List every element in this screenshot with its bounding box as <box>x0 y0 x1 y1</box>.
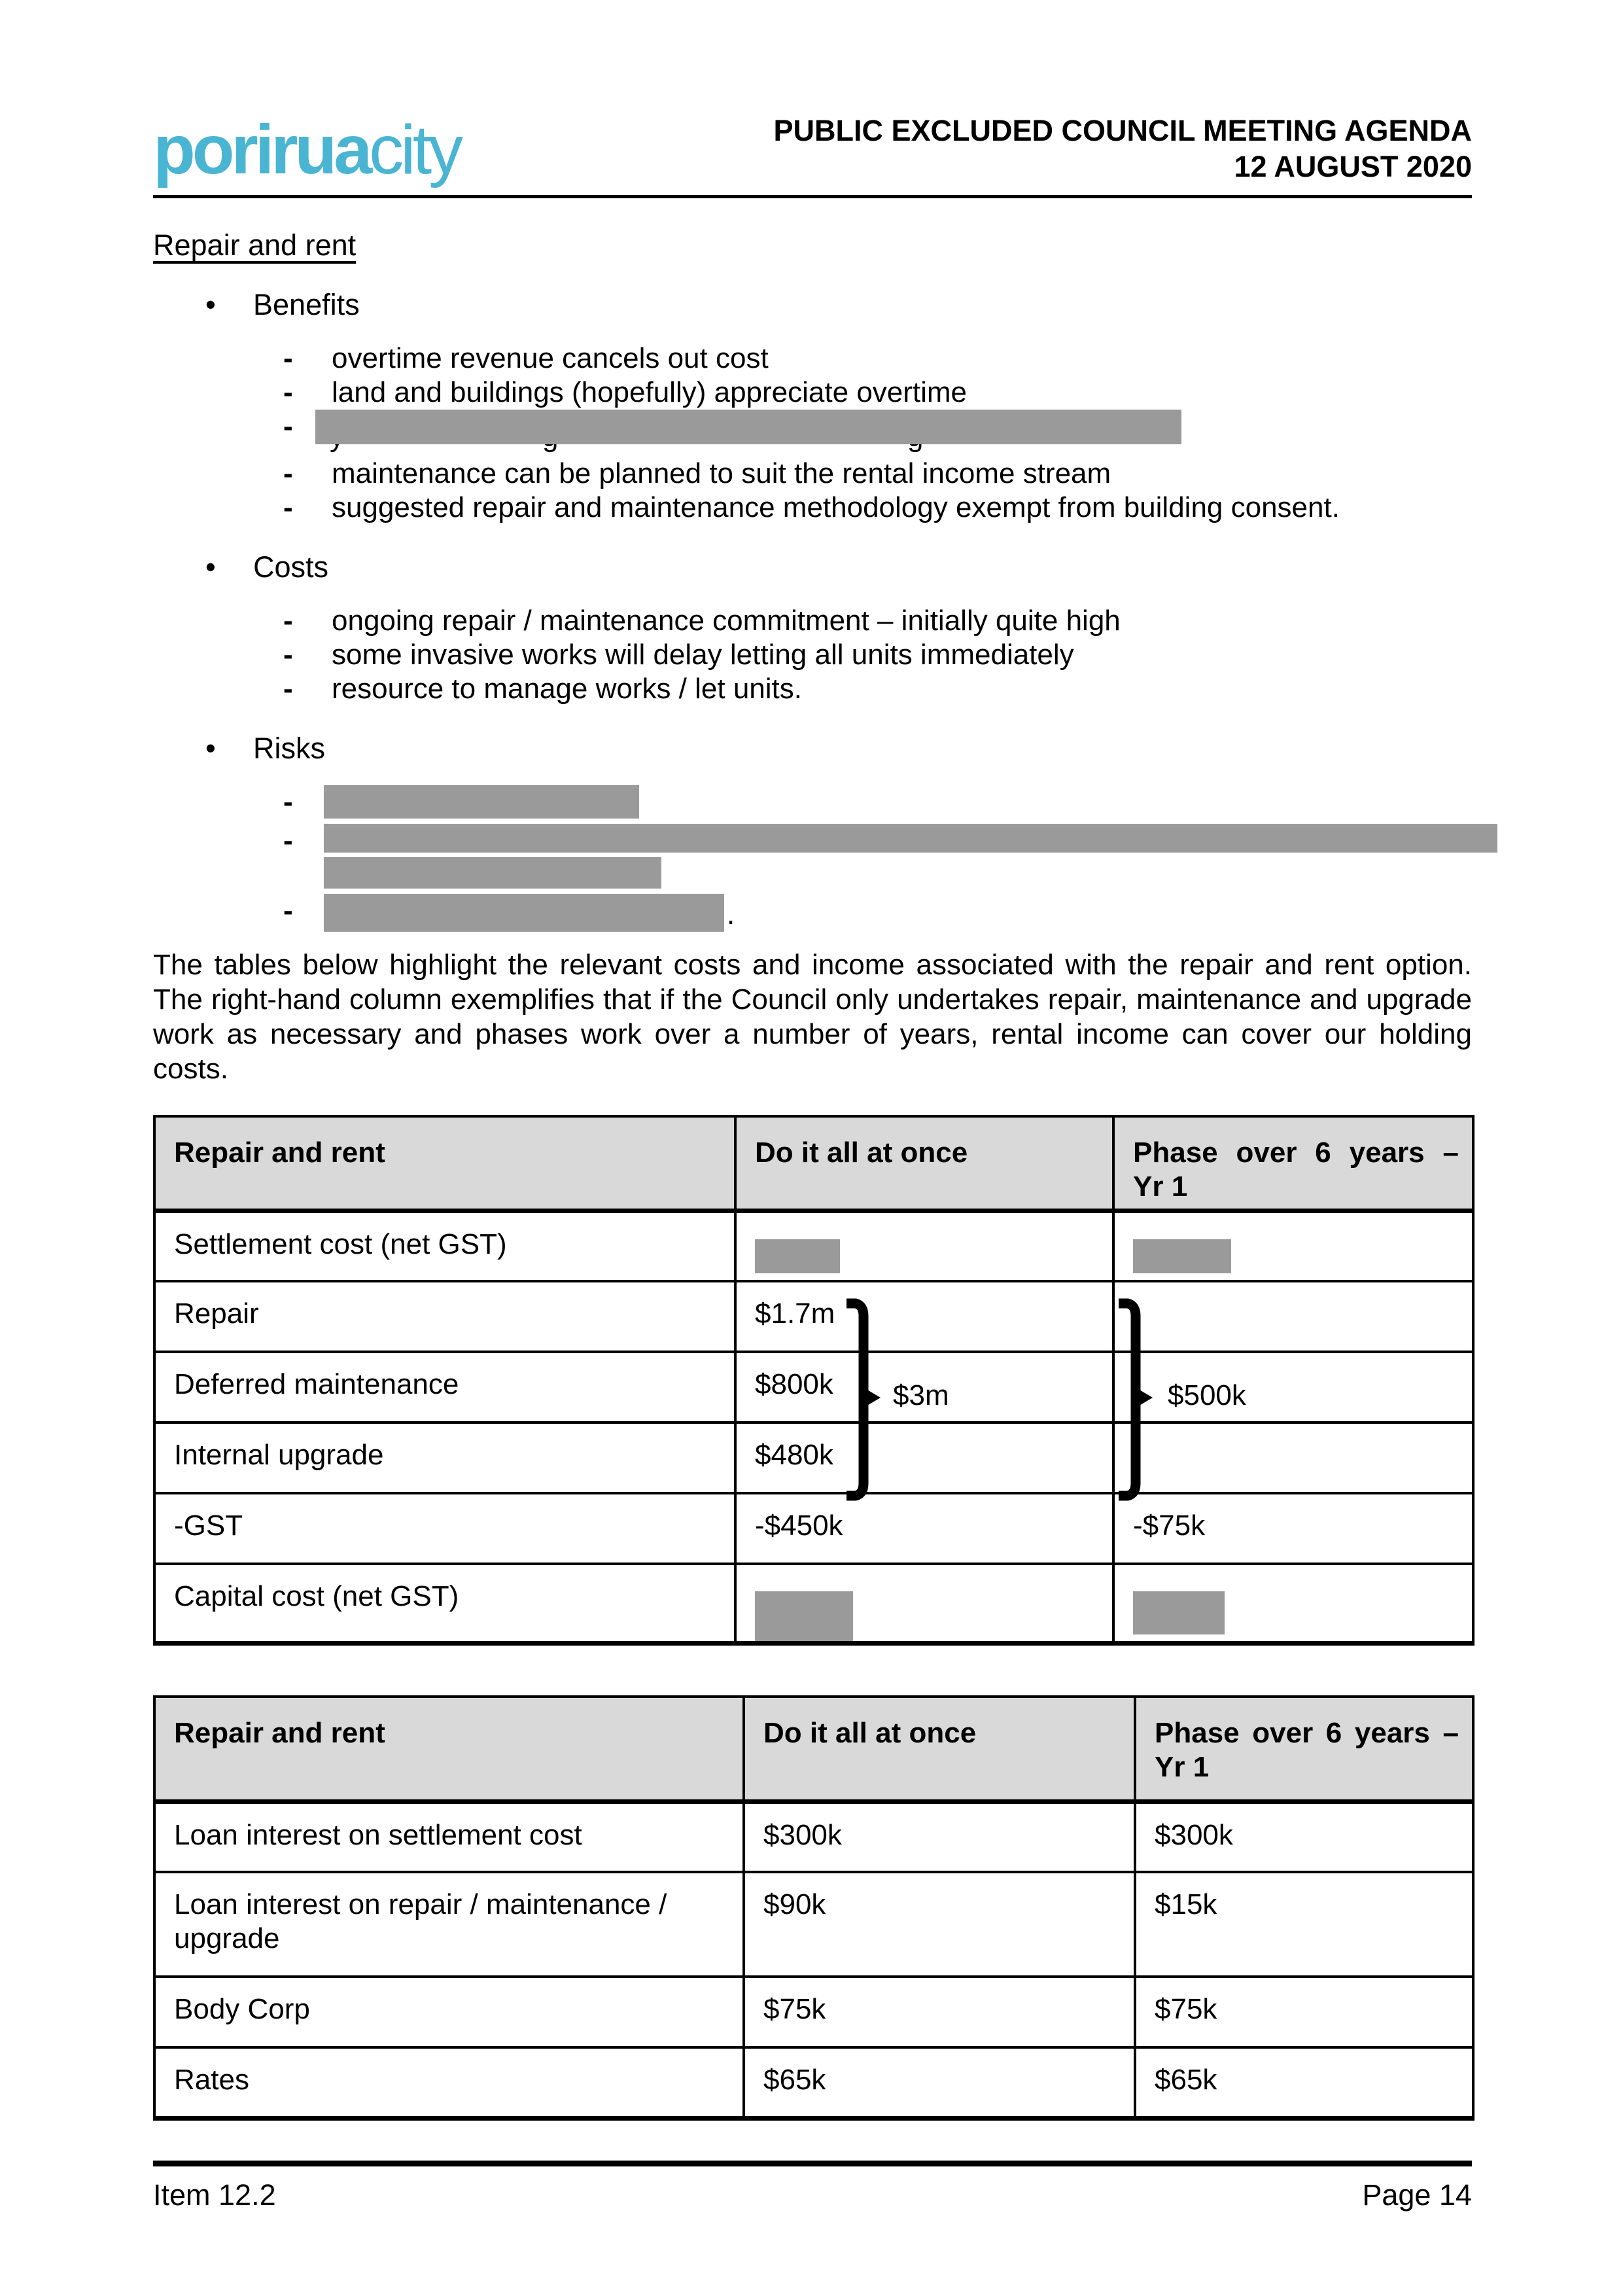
list-item <box>283 638 1472 672</box>
redaction-bar <box>324 785 639 819</box>
header-line-1: Phase over 6 years – <box>1155 1717 1459 1749</box>
table-header-row <box>154 1116 1473 1210</box>
list-item <box>283 491 1472 525</box>
redaction-bar <box>324 857 661 889</box>
holding-cost-table <box>153 1695 1475 2121</box>
redaction-bar <box>315 410 1181 457</box>
row-label-cell: Rates <box>154 2047 744 2118</box>
bullet-group-risks <box>153 731 1472 932</box>
list-item <box>283 457 1472 491</box>
value-cell: $75k <box>1135 1977 1473 2047</box>
redaction-bar <box>324 894 724 932</box>
value-cell: -$75k <box>1113 1493 1473 1564</box>
header-date: 12 AUGUST 2020 <box>1234 150 1472 183</box>
value-cell: $800k <box>735 1352 1113 1422</box>
table-row <box>154 1872 1473 1977</box>
list-item <box>283 342 1472 376</box>
section-heading: Repair and rent <box>153 228 357 262</box>
redaction-bar <box>324 824 1497 853</box>
redaction-with-period <box>332 894 735 932</box>
table-row <box>154 1977 1473 2047</box>
value-cell <box>735 1210 1113 1281</box>
value-cell: $15k <box>1135 1872 1473 1977</box>
capital-cost-table <box>153 1115 1475 1646</box>
table-row <box>154 1352 1473 1422</box>
capital-cost-table-wrap <box>153 1115 1472 1646</box>
brace-icon <box>837 1298 882 1502</box>
value-cell: $90k <box>744 1872 1135 1977</box>
table-row <box>154 2047 1473 2118</box>
value-cell: $65k <box>744 2047 1135 2118</box>
header-title-block <box>773 113 1472 185</box>
redaction-block <box>1133 1591 1225 1634</box>
value-cell <box>1113 1564 1473 1644</box>
footer-item-number: Item 12.2 <box>153 2178 276 2212</box>
list-item-redacted <box>283 410 1472 457</box>
list-item <box>283 376 1472 410</box>
value-cell <box>735 1564 1113 1644</box>
value-cell: $65k <box>1135 2047 1473 2118</box>
logo-text-porirua: porirua <box>153 111 370 188</box>
header-line-2: Yr 1 <box>1155 1751 1210 1783</box>
table-row <box>154 1281 1473 1352</box>
header-title: PUBLIC EXCLUDED COUNCIL MEETING AGENDA <box>773 114 1472 147</box>
row-label-cell: Capital cost (net GST) <box>154 1564 735 1644</box>
table1-header-col3 <box>1113 1116 1473 1210</box>
table-row <box>154 1210 1473 1281</box>
list-item <box>283 672 1472 706</box>
brace-total-do-it-all: $3m <box>893 1379 949 1411</box>
list-item-text: - maintenance can be planned to suit the rental income stream <box>332 457 1111 489</box>
redaction-block <box>755 1239 840 1273</box>
redaction-bar-group <box>332 824 1497 889</box>
bullet-group-benefits <box>153 287 1472 525</box>
row-label-cell: Repair <box>154 1281 735 1352</box>
value-cell: $300k <box>1135 1801 1473 1872</box>
logo-text-city: city <box>369 111 461 188</box>
page-footer <box>153 2161 1472 2212</box>
holding-cost-table-wrap <box>153 1695 1472 2121</box>
footer-page-number: Page 14 <box>1362 2178 1472 2212</box>
header-line-2: Yr 1 <box>1133 1171 1188 1203</box>
table-header-row <box>154 1697 1473 1801</box>
value-cell: $480k <box>735 1422 1113 1493</box>
row-label-cell: Settlement cost (net GST) <box>154 1210 735 1281</box>
value-cell <box>1113 1281 1473 1352</box>
value-cell: $75k <box>744 1977 1135 2047</box>
value-cell: $300k <box>744 1801 1135 1872</box>
list-item-text: - some invasive works will delay letting all units immediately <box>332 639 1074 671</box>
benefits-sub-list <box>153 342 1472 525</box>
value-cell <box>1113 1422 1473 1493</box>
list-item-text: - resource to manage works / let units. <box>332 673 802 705</box>
value-cell <box>1113 1210 1473 1281</box>
table2-header-col2: Do it all at once <box>744 1697 1135 1801</box>
row-label-cell: Internal upgrade <box>154 1422 735 1493</box>
bullet-label-benefits: • Benefits <box>153 287 1472 322</box>
redaction-block <box>755 1591 853 1641</box>
intro-paragraph: The tables below highlight the relevant costs and income associated with the repair and rent option. The right-hand column exemplifies that if the Council only undertakes repair, maintenance and upgrade work as necessary and phases work over a number of years, rental income can cover our holding costs. <box>153 949 1472 1085</box>
list-item-text: - suggested repair and maintenance methodology exempt from building consent. <box>332 491 1340 523</box>
value-cell: $1.7m <box>735 1281 1113 1352</box>
table1-header-col1: Repair and rent <box>154 1116 735 1210</box>
porirua-city-logo <box>153 111 461 188</box>
brace-icon <box>1109 1298 1154 1502</box>
table-row <box>154 1493 1473 1564</box>
list-item-text: - ongoing repair / maintenance commitment – initially quite high <box>332 605 1121 637</box>
list-item <box>283 604 1472 638</box>
costs-sub-list <box>153 604 1472 706</box>
redaction-bar-overlay <box>315 410 1181 444</box>
bullet-label-risks: • Risks <box>153 731 1472 766</box>
list-item-redacted <box>283 824 1472 889</box>
table-row <box>154 1422 1473 1493</box>
row-label-cell: Body Corp <box>154 1977 744 2047</box>
table-row <box>154 1564 1473 1644</box>
row-label-cell: Loan interest on repair / maintenance / upgrade <box>154 1872 744 1977</box>
list-item-text: - land and buildings (hopefully) appreciate overtime <box>332 376 968 408</box>
header-divider <box>153 195 1472 198</box>
brace-total-phased: $500k <box>1168 1379 1246 1411</box>
list-item-redacted <box>283 894 1472 932</box>
row-label-cell: Deferred maintenance <box>154 1352 735 1422</box>
redaction-block <box>1133 1239 1231 1273</box>
value-cell: -$450k <box>735 1493 1113 1564</box>
table2-header-col3 <box>1135 1697 1473 1801</box>
row-label-cell: Loan interest on settlement cost <box>154 1801 744 1872</box>
table-row <box>154 1801 1473 1872</box>
sentence-period: . <box>727 898 735 930</box>
row-label-cell: -GST <box>154 1493 735 1564</box>
page-header <box>153 0 1472 188</box>
header-line-1: Phase over 6 years – <box>1133 1137 1459 1169</box>
risks-sub-list <box>153 785 1472 932</box>
table1-header-col2: Do it all at once <box>735 1116 1113 1210</box>
bullet-label-costs: • Costs <box>153 550 1472 584</box>
list-item-text: - overtime revenue cancels out cost <box>332 342 769 374</box>
bullet-group-costs <box>153 550 1472 706</box>
list-item-redacted <box>283 785 1472 819</box>
table2-header-col1: Repair and rent <box>154 1697 744 1801</box>
